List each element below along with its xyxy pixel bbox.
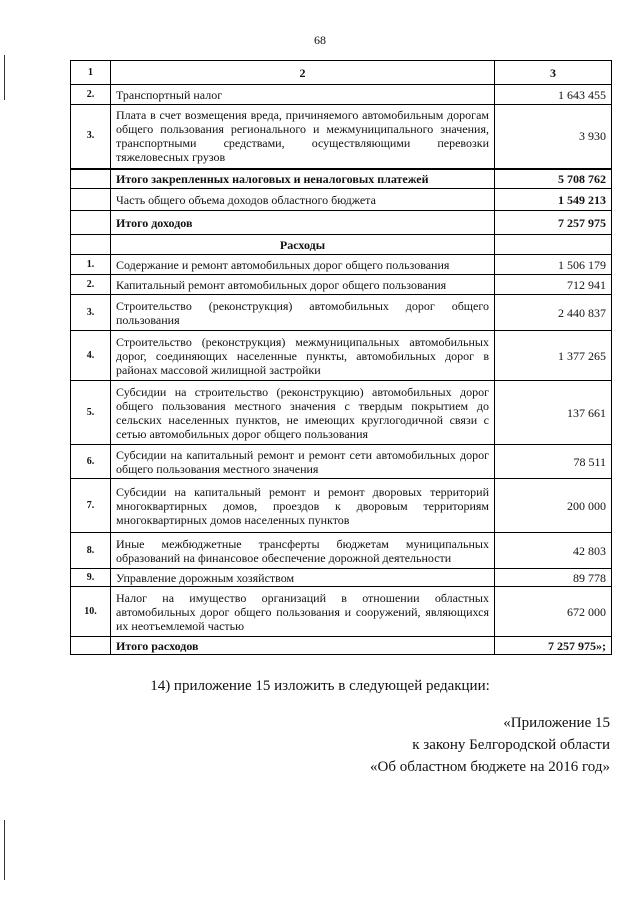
row-number: 3. xyxy=(71,295,111,331)
row-name: Капитальный ремонт автомобильных дорог общего пользования xyxy=(111,275,495,295)
table-row xyxy=(71,479,612,533)
page-number: 68 xyxy=(314,33,326,47)
total-fixed-label: Итого закрепленных налоговых и неналоговых платежей xyxy=(111,169,495,189)
total-expenses-label: Итого расходов xyxy=(111,637,495,655)
row-value: 712 941 xyxy=(495,275,612,295)
table-row xyxy=(71,587,612,637)
table-row xyxy=(71,275,612,295)
table-row xyxy=(71,445,612,479)
total-income-value: 7 257 975 xyxy=(495,211,612,235)
row-name: Плата в счет возмещения вреда, причиняемого автомобильным дорогам общего пользования регионального и межмуниципального значения, транспортными средствами, осуществляющими перевозки тяжеловесных грузов xyxy=(111,105,495,169)
empty-cell xyxy=(71,235,111,255)
empty-cell xyxy=(71,189,111,211)
table-row xyxy=(71,569,612,587)
row-number: 2. xyxy=(71,85,111,105)
row-name: Строительство (реконструкция) автомобильных дорог общего пользования xyxy=(111,295,495,331)
row-name: Строительство (реконструкция) межмуниципальных автомобильных дорог, соединяющих населенные пункты, автомобильных дорог в районах массовой жилищной застройки xyxy=(111,331,495,381)
row-value: 1 643 455 xyxy=(495,85,612,105)
row-number: 1. xyxy=(71,255,111,275)
row-value: 1 377 265 xyxy=(495,331,612,381)
row-name: Содержание и ремонт автомобильных дорог общего пользования xyxy=(111,255,495,275)
row-number: 5. xyxy=(71,381,111,445)
header-col-1: 1 xyxy=(71,61,111,85)
row-value: 137 661 xyxy=(495,381,612,445)
empty-cell xyxy=(71,211,111,235)
empty-cell xyxy=(71,637,111,655)
row-name: Иные межбюджетные трансферты бюджетам муниципальных образований на финансовое обеспечение дорожной деятельности xyxy=(111,533,495,569)
row-name: Субсидии на капитальный ремонт и ремонт сети автомобильных дорог общего пользования местного значения xyxy=(111,445,495,479)
table-header-row xyxy=(71,61,612,85)
row-name: Субсидии на строительство (реконструкцию) автомобильных дорог общего пользования местного значения с твердым покрытием до сельских населенных пунктов, не имеющих круглогодичной связи с сетью автомобильных дорог общего пользования xyxy=(111,381,495,445)
row-value: 89 778 xyxy=(495,569,612,587)
table-row xyxy=(71,85,612,105)
table-row xyxy=(71,295,612,331)
budget-share-value: 1 549 213 xyxy=(495,189,612,211)
row-value: 1 506 179 xyxy=(495,255,612,275)
scan-edge-mark xyxy=(4,55,5,100)
table-row xyxy=(71,105,612,169)
total-expenses-value: 7 257 975»; xyxy=(495,637,612,655)
expenses-header: Расходы xyxy=(111,235,495,255)
road-fund-table xyxy=(70,60,612,655)
table-row xyxy=(71,255,612,275)
scan-edge-mark xyxy=(4,820,5,880)
annex-law-name: «Об областном бюджете на 2016 год» xyxy=(370,759,610,775)
total-fixed-row xyxy=(71,169,612,189)
header-col-3: 3 xyxy=(495,61,612,85)
row-value: 2 440 837 xyxy=(495,295,612,331)
row-value: 42 803 xyxy=(495,533,612,569)
row-value: 3 930 xyxy=(495,105,612,169)
empty-cell xyxy=(495,235,612,255)
row-number: 10. xyxy=(71,587,111,637)
total-income-row xyxy=(71,211,612,235)
expenses-header-row xyxy=(71,235,612,255)
row-value: 78 511 xyxy=(495,445,612,479)
row-number: 2. xyxy=(71,275,111,295)
annex-law-ref: к закону Белгородской области xyxy=(412,737,610,753)
amendment-paragraph: 14) приложение 15 изложить в следующей редакции: xyxy=(150,678,490,694)
row-value: 672 000 xyxy=(495,587,612,637)
row-number: 8. xyxy=(71,533,111,569)
total-fixed-value: 5 708 762 xyxy=(495,169,612,189)
row-name: Транспортный налог xyxy=(111,85,495,105)
table-row xyxy=(71,331,612,381)
row-number: 7. xyxy=(71,479,111,533)
row-name: Субсидии на капитальный ремонт и ремонт дворовых территорий многоквартирных домов, проездов к дворовым территориям многоквартирных домов населенных пунктов xyxy=(111,479,495,533)
row-number: 3. xyxy=(71,105,111,169)
annex-title: «Приложение 15 xyxy=(503,715,610,731)
row-name: Налог на имущество организаций в отношении областных автомобильных дорог общего пользования и сооружений, являющихся их неотъемлемой частью xyxy=(111,587,495,637)
row-number: 6. xyxy=(71,445,111,479)
budget-share-row xyxy=(71,189,612,211)
row-number: 4. xyxy=(71,331,111,381)
header-col-2: 2 xyxy=(111,61,495,85)
table-row xyxy=(71,381,612,445)
total-income-label: Итого доходов xyxy=(111,211,495,235)
table-row xyxy=(71,533,612,569)
row-number: 9. xyxy=(71,569,111,587)
row-name: Управление дорожным хозяйством xyxy=(111,569,495,587)
empty-cell xyxy=(71,169,111,189)
budget-share-label: Часть общего объема доходов областного бюджета xyxy=(111,189,495,211)
row-value: 200 000 xyxy=(495,479,612,533)
total-expenses-row xyxy=(71,637,612,655)
